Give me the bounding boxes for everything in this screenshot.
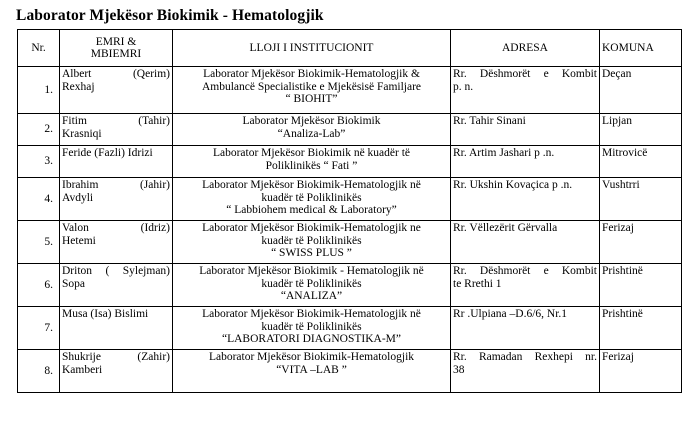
table-row [18,178,682,221]
institution-line: Laborator Mjekësor Biokimik - Hematologjik në [199,265,424,277]
address-line: Rr. Vëllezërit Gërvalla [453,222,558,234]
row-name [60,114,173,146]
row-municipality: Ferizaj [600,350,682,393]
institution-line: kuadër të Poliklinikës [261,277,362,290]
row-number: 2. [18,114,60,146]
header-emri-line1: EMRI & [95,35,137,48]
row-municipality: Mitrovicë [600,146,682,178]
table-row [18,146,682,178]
institution-line: kuadër të Poliklinikës [261,191,362,204]
row-name [60,264,173,307]
name-line: Sopa [62,277,85,290]
name-line: Rexhaj [62,80,95,93]
address-line: Rr. Tahir Sinani [453,115,526,127]
row-address [451,221,600,264]
row-address [451,307,600,350]
name-line: Valon (Idriz) [62,222,170,234]
row-institution [173,350,451,393]
table-row [18,307,682,350]
institution-line: Ambulancë Specialistike e Mjekësisë Familjare [201,80,422,93]
address-line: Rr. Artim Jashari p .n. [453,147,555,159]
institution-line: kuadër të Poliklinikës [261,234,362,247]
institution-line: Laborator Mjekësor Biokimik në kuadër të [212,147,411,159]
row-number: 3. [18,146,60,178]
name-line: Fitim (Tahir) [62,115,170,127]
name-line: Feride (Fazli) Idrizi [62,147,153,159]
table-row [18,264,682,307]
address-line: Rr .Ulpiana –D.6/6, Nr.1 [453,308,568,320]
table-row [18,67,682,114]
header-nr: Nr. [18,30,60,67]
address-line: te Rrethi 1 [453,277,502,290]
row-name [60,67,173,114]
row-address [451,146,600,178]
institution-line: “ANALIZA” [280,290,343,302]
table-row [18,221,682,264]
name-line: Albert (Qerim) [62,68,170,80]
name-line: Musa (Isa) Bislimi [62,308,149,320]
institution-line: Laborator Mjekësor Biokimik-Hematologjik në [202,179,421,191]
institution-line: Poliklinikës “ Fati ” [265,159,358,172]
header-lloji: LLOJI I INSTITUCIONIT [173,30,451,67]
table-row [18,114,682,146]
address-line: Rr. Ramadan Rexhepi nr. [453,351,597,363]
row-address [451,67,600,114]
table-row [18,350,682,393]
row-number: 5. [18,221,60,264]
row-institution [173,221,451,264]
address-line: p. n. [453,80,474,93]
institution-line: “ BIOHIT” [285,93,338,105]
row-municipality: Prishtinë [600,264,682,307]
row-institution [173,146,451,178]
name-line: Hetemi [62,234,96,247]
header-emri [60,30,173,67]
table-header-row [18,30,682,67]
row-name [60,221,173,264]
name-line: Avdyli [62,191,94,204]
institution-line: Laborator Mjekësor Biokimik-Hematologjik ne [202,222,421,234]
row-municipality: Ferizaj [600,221,682,264]
row-municipality: Prishtinë [600,307,682,350]
address-line: Rr. Ukshin Kovaçica p .n. [453,179,573,191]
name-line: Krasniqi [62,127,102,140]
row-name [60,350,173,393]
row-address [451,114,600,146]
row-municipality: Deçan [600,67,682,114]
row-address [451,264,600,307]
name-line: Shukrije (Zahir) [62,351,170,363]
page-title: Laborator Mjekësor Biokimik - Hematologjik [16,7,324,24]
address-line: Rr. Dëshmorët e Kombit [453,68,597,80]
institution-line: “ Labbiohem medical & Laboratory” [226,204,397,216]
row-municipality: Lipjan [600,114,682,146]
row-municipality: Vushtrri [600,178,682,221]
institution-line: Laborator Mjekësor Biokimik-Hematologjik [208,351,415,363]
address-line: 38 [453,363,465,376]
row-number: 7. [18,307,60,350]
header-adresa: ADRESA [451,30,600,67]
row-institution [173,264,451,307]
institution-line: “Analiza-Lab” [277,127,346,140]
name-line: Driton ( Sylejman) [62,265,170,277]
institution-line: “LABORATORI DIAGNOSTIKA-M” [222,333,401,345]
institution-line: Laborator Mjekësor Biokimik [242,115,381,127]
laboratory-table [17,29,682,393]
row-institution [173,178,451,221]
row-number: 4. [18,178,60,221]
institution-line: Laborator Mjekësor Biokimik-Hematologjik në [202,308,421,320]
row-number: 8. [18,350,60,393]
row-institution [173,114,451,146]
header-komuna: KOMUNA [600,30,682,67]
address-line: Rr. Dëshmorët e Kombit [453,265,597,277]
name-line: Ibrahim (Jahir) [62,179,170,191]
row-name [60,178,173,221]
row-name [60,146,173,178]
row-number: 1. [18,67,60,114]
institution-line: “VITA –LAB ” [276,363,347,376]
header-emri-line2: MBIEMRI [90,48,142,60]
row-name [60,307,173,350]
name-line: Kamberi [62,363,103,376]
row-institution [173,307,451,350]
row-institution [173,67,451,114]
institution-line: kuadër të Poliklinikës [261,320,362,333]
institution-line: Laborator Mjekësor Biokimik-Hematologjik & [203,68,420,80]
row-address [451,350,600,393]
row-number: 6. [18,264,60,307]
institution-line: “ SWISS PLUS ” [271,247,352,259]
row-address [451,178,600,221]
